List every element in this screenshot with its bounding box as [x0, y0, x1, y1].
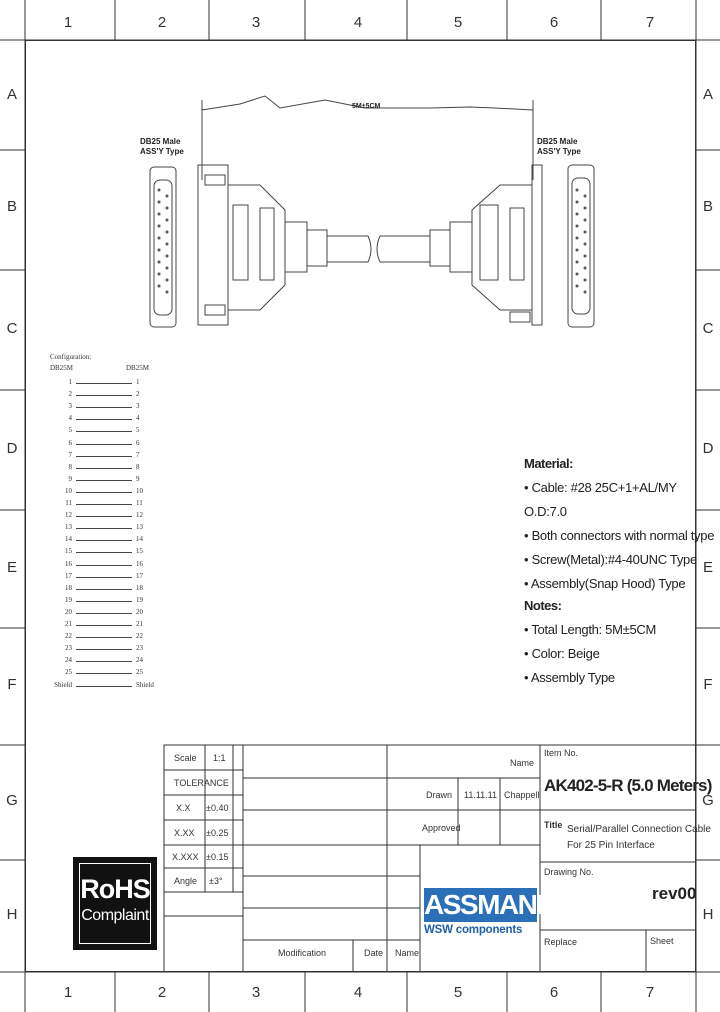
material-item: • Assembly(Snap Hood) Type: [524, 576, 686, 591]
pin-right: 17: [136, 571, 143, 580]
pin-left: 1: [68, 378, 72, 386]
zone-col-6-bottom: 6: [549, 984, 559, 1001]
pin-right: 10: [136, 486, 143, 495]
pin-left: 3: [68, 402, 72, 411]
pin-left: 17: [65, 571, 72, 580]
zone-col-5: 5: [453, 14, 463, 31]
pin-left: 24: [65, 656, 72, 665]
drawing-no-label: Drawing No.: [544, 867, 594, 877]
pin-right: 20: [136, 607, 143, 616]
pin-right: 2: [136, 390, 140, 399]
zone-row-g: G: [6, 792, 18, 809]
left-connector-line2: ASS'Y Type: [140, 147, 184, 156]
pin-left: 20: [65, 607, 72, 616]
pin-right: 21: [136, 620, 143, 628]
tolerance-row-label: X.X: [176, 803, 191, 813]
pin-right: 15: [136, 547, 143, 556]
zone-col-4: 4: [353, 14, 363, 31]
tolerance-row-label: X.XXX: [172, 852, 199, 862]
pin-right: Shield: [136, 680, 154, 689]
material-item: • Both connectors with normal type: [524, 528, 715, 543]
tolerance-row-label: Angle: [174, 876, 198, 886]
zone-col-1-bottom: 1: [63, 984, 73, 1001]
modification-label: Modification: [278, 948, 327, 958]
notes-heading: Notes:: [524, 598, 562, 613]
zone-col-3: 3: [251, 14, 261, 31]
zone-row-b-right: B: [702, 198, 713, 215]
drawn-label: Drawn: [426, 790, 453, 800]
zone-row-d: D: [6, 440, 18, 457]
pin-right: 24: [136, 656, 143, 665]
zone-row-c: C: [6, 320, 18, 337]
pin-right: 18: [136, 583, 143, 592]
pin-left: 25: [65, 668, 72, 677]
pin-left: 11: [65, 499, 72, 507]
zone-row-b: B: [6, 198, 17, 215]
pin-left: Shield: [54, 680, 72, 689]
pin-left: 16: [65, 559, 72, 568]
zone-col-2-bottom: 2: [157, 984, 167, 1001]
zone-row-a: A: [6, 86, 17, 103]
rohs-logo-subtext: Complaint: [81, 907, 149, 924]
replace-label: Replace: [544, 937, 578, 947]
zone-row-a-right: A: [702, 86, 713, 103]
notes-item: • Color: Beige: [524, 646, 600, 661]
pin-right: 14: [136, 535, 143, 544]
rohs-logo-text: RoHS: [80, 874, 150, 904]
pin-left: 13: [65, 523, 72, 532]
notes-item: • Total Length: 5M±5CM: [524, 622, 657, 637]
pin-left: 4: [68, 414, 72, 423]
pin-right: 5: [136, 426, 140, 435]
name-label: Name: [395, 948, 420, 958]
pin-left: 22: [65, 632, 72, 641]
name-header: Name: [510, 758, 535, 768]
pin-right: 19: [136, 595, 143, 604]
configuration-title: Configuration:: [50, 353, 92, 361]
pin-right: 9: [136, 474, 140, 483]
pin-left: 21: [65, 620, 72, 628]
length-dimension-label: 5M±5CM: [352, 103, 381, 110]
scale-value: 1:1: [213, 753, 226, 763]
sheet-label: Sheet: [650, 936, 674, 946]
assmann-logo: [424, 888, 556, 938]
pin-left: 19: [65, 595, 72, 604]
notes-item: • Assembly Type: [524, 670, 615, 685]
right-connector-line1: DB25 Male: [537, 137, 578, 146]
pin-left: 6: [68, 438, 72, 447]
tolerance-row-value: ±3°: [209, 876, 223, 886]
zone-col-1: 1: [63, 14, 73, 31]
title-line-1: Serial/Parallel Connection Cable: [567, 824, 711, 835]
right-connector-line2: ASS'Y Type: [537, 147, 581, 156]
revision-number: rev00: [652, 884, 697, 903]
zone-row-f: F: [7, 676, 17, 693]
configuration-right-header: DB25M: [126, 364, 149, 372]
item-no-label: Item No.: [544, 748, 579, 758]
approved-label: Approved: [422, 823, 461, 833]
zone-row-e-right: E: [702, 559, 713, 576]
pin-right: 23: [136, 644, 143, 653]
pin-right: 1: [136, 378, 140, 386]
tolerance-row-value: ±0.15: [206, 852, 229, 862]
pin-left: 18: [65, 583, 72, 592]
pin-right: 3: [136, 402, 140, 411]
zone-row-g-right: G: [702, 792, 714, 809]
zone-row-d-right: D: [702, 440, 714, 457]
item-number: AK402-5-R (5.0 Meters): [544, 776, 712, 795]
pin-right: 4: [136, 414, 140, 423]
zone-col-5-bottom: 5: [453, 984, 463, 1001]
date-label: Date: [364, 948, 384, 958]
drawn-date: 11.11.11: [464, 790, 498, 800]
zone-col-7-bottom: 7: [645, 984, 655, 1001]
scale-label: Scale: [174, 753, 197, 763]
pin-left: 23: [65, 644, 72, 653]
assmann-logo-subtext: WSW components: [424, 924, 523, 936]
material-item: • Cable: #28 25C+1+AL/MY O.D:7.0: [524, 480, 677, 519]
pin-right: 6: [136, 438, 140, 447]
pin-left: 7: [68, 450, 72, 459]
pin-right: 12: [136, 511, 143, 520]
tolerance-row-value: ±0.25: [206, 828, 229, 838]
zone-row-c-right: C: [702, 320, 714, 337]
pin-left: 14: [65, 535, 72, 544]
tolerance-row-value: ±0.40: [206, 803, 229, 813]
pin-left: 15: [65, 547, 72, 556]
zone-col-6: 6: [549, 14, 559, 31]
tolerance-row-label: X.XX: [174, 828, 195, 838]
pin-left: 8: [68, 462, 72, 471]
material-heading: Material:: [524, 456, 573, 471]
zone-row-e: E: [6, 559, 17, 576]
pin-right: 13: [136, 523, 143, 532]
zone-col-4-bottom: 4: [353, 984, 363, 1001]
pin-right: 16: [136, 559, 143, 568]
drawn-name: Chappell: [504, 790, 540, 800]
pin-left: 12: [65, 511, 72, 520]
zone-row-h-right: H: [702, 906, 714, 923]
material-item: • Screw(Metal):#4-40UNC Type: [524, 552, 697, 567]
title-line-2: For 25 Pin Interface: [567, 840, 655, 851]
pin-left: 9: [68, 474, 72, 483]
pin-right: 22: [136, 632, 143, 641]
pin-left: 10: [65, 486, 72, 495]
zone-col-3-bottom: 3: [251, 984, 261, 1001]
pin-right: 11: [136, 499, 143, 507]
pin-right: 8: [136, 462, 140, 471]
left-connector-line1: DB25 Male: [140, 137, 181, 146]
zone-col-7: 7: [645, 14, 655, 31]
zone-row-f-right: F: [703, 676, 713, 693]
pin-left: 5: [68, 426, 72, 435]
configuration-left-header: DB25M: [50, 364, 73, 372]
zone-row-h: H: [6, 906, 18, 923]
pin-left: 2: [68, 390, 72, 399]
pin-right: 25: [136, 668, 143, 677]
zone-col-2: 2: [157, 14, 167, 31]
tolerance-label: TOLERANCE: [174, 778, 229, 788]
pin-right: 7: [136, 450, 140, 459]
title-label: Title: [544, 820, 563, 830]
assmann-logo-text: ASSMANN: [424, 889, 556, 920]
